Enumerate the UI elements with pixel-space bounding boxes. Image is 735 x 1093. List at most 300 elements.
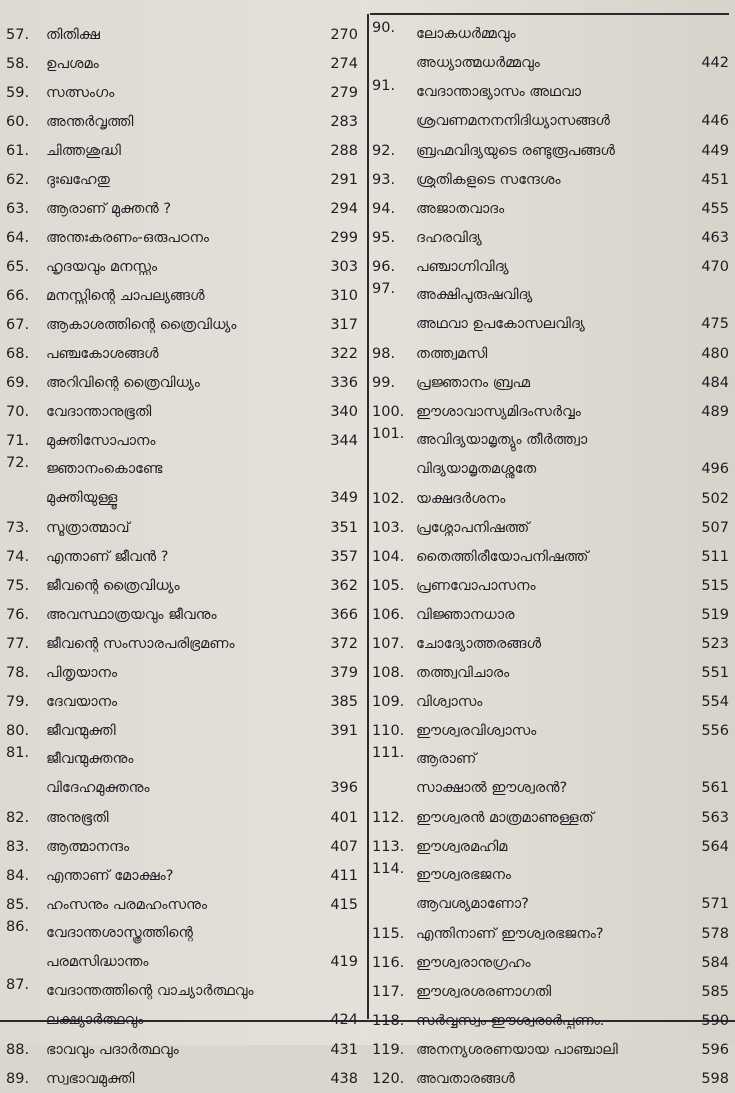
entry-title bbox=[416, 520, 691, 536]
entry-page-number: 303 bbox=[330, 258, 358, 275]
toc-entry bbox=[372, 803, 729, 832]
entry-title-line: പ്രശ്നോപനിഷത്ത് bbox=[416, 519, 530, 536]
toc-entry bbox=[372, 165, 729, 194]
entry-title-line: ഹൃദയവും മനസ്സും bbox=[46, 258, 158, 275]
entry-title bbox=[416, 926, 691, 942]
entry-number: 100. bbox=[372, 403, 405, 420]
entry-number: 57. bbox=[6, 26, 30, 43]
toc-entry bbox=[372, 919, 729, 948]
entry-title bbox=[416, 230, 691, 246]
entry-number: 77. bbox=[6, 635, 30, 652]
entry-title-line: ഈശ്വരഭജനം bbox=[416, 867, 512, 883]
entry-title-line: വിശ്വാസം bbox=[416, 693, 483, 710]
entry-title bbox=[416, 955, 691, 971]
entry-page-number: 438 bbox=[330, 1070, 358, 1087]
entry-title bbox=[416, 172, 691, 188]
entry-page-number: 299 bbox=[330, 229, 358, 246]
entry-title-line: ഈശ്വരവിശ്വാസം bbox=[416, 722, 537, 739]
entry-number: 63. bbox=[6, 200, 30, 217]
entry-number: 109. bbox=[372, 693, 405, 710]
entry-number: 120. bbox=[372, 1070, 405, 1087]
entry-title-line: ആത്മാനന്ദം bbox=[46, 838, 130, 855]
entry-title-line: ജീവന്റെ ത്രൈവിധ്യം bbox=[46, 577, 180, 594]
entry-title-line: അവസ്ഥാത്രയവും ജീവനും bbox=[46, 606, 217, 623]
toc-entry bbox=[372, 397, 729, 426]
toc-entry bbox=[372, 78, 729, 136]
entry-number: 71. bbox=[6, 432, 30, 449]
entry-title bbox=[416, 861, 691, 919]
entry-page-number: 496 bbox=[701, 461, 729, 477]
entry-title bbox=[416, 201, 691, 217]
entry-title bbox=[46, 578, 320, 594]
entry-page-number: 455 bbox=[701, 200, 729, 217]
entry-title bbox=[46, 868, 320, 884]
entry-page-number: 391 bbox=[330, 722, 358, 739]
entry-number: 114. bbox=[372, 861, 405, 877]
entry-number: 94. bbox=[372, 200, 396, 217]
toc-entry bbox=[372, 252, 729, 281]
entry-title bbox=[46, 694, 320, 710]
entry-page-number: 357 bbox=[330, 548, 358, 565]
entry-page-number: 561 bbox=[701, 780, 729, 796]
toc-entry bbox=[372, 339, 729, 368]
entry-page-number: 564 bbox=[701, 838, 729, 855]
entry-title-line: സർവ്വസ്വം ഈശ്വരാർപ്പണം. bbox=[416, 1012, 605, 1029]
entry-title-line: ഈശ്വരമഹിമ bbox=[416, 838, 508, 855]
entry-title bbox=[46, 897, 320, 913]
entry-title bbox=[416, 723, 691, 739]
entry-page-number: 470 bbox=[701, 258, 729, 275]
toc-entry bbox=[372, 281, 729, 339]
entry-number: 58. bbox=[6, 55, 30, 72]
entry-page-number: 475 bbox=[701, 316, 729, 332]
entry-number: 60. bbox=[6, 113, 30, 130]
entry-title-line-2: വിദേഹമുക്തനും bbox=[46, 780, 150, 796]
entry-page-number: 288 bbox=[330, 142, 358, 159]
entry-page-number: 419 bbox=[330, 954, 358, 970]
entry-number: 62. bbox=[6, 171, 30, 188]
entry-title-line: അനുഭൂതി bbox=[46, 809, 109, 826]
entry-number: 95. bbox=[372, 229, 396, 246]
entry-title bbox=[416, 259, 691, 275]
entry-title bbox=[46, 317, 320, 333]
entry-title-line: അന്തഃകരണം-ഒരുപഠനം bbox=[46, 229, 209, 246]
entry-number: 97. bbox=[372, 281, 396, 297]
entry-title bbox=[46, 810, 320, 826]
entry-title-line: ദഹരവിദ്യ bbox=[416, 229, 482, 246]
entry-title bbox=[46, 172, 320, 188]
entry-title bbox=[46, 839, 320, 855]
entry-title bbox=[416, 1013, 691, 1029]
entry-number: 112. bbox=[372, 809, 405, 826]
toc-entry bbox=[6, 658, 362, 687]
toc-entry bbox=[6, 919, 362, 977]
entry-number: 69. bbox=[6, 374, 30, 391]
entry-number: 90. bbox=[372, 20, 396, 36]
entry-number: 86. bbox=[6, 919, 30, 935]
entry-title-line: ഭാവവും പദാർത്ഥവും bbox=[46, 1041, 179, 1058]
entry-number: 110. bbox=[372, 722, 405, 739]
toc-entry bbox=[372, 1064, 729, 1093]
entry-page-number: 396 bbox=[330, 780, 358, 796]
entry-title bbox=[416, 810, 691, 826]
entry-page-number: 366 bbox=[330, 606, 358, 623]
entry-page-number: 502 bbox=[701, 490, 729, 507]
entry-title-line: ജീവന്മുക്തനും bbox=[46, 751, 134, 767]
entry-page-number: 585 bbox=[701, 983, 729, 1000]
entry-page-number: 291 bbox=[330, 171, 358, 188]
entry-title-line: എന്താണ് മോക്ഷം? bbox=[46, 867, 174, 884]
entry-number: 64. bbox=[6, 229, 30, 246]
entry-number: 66. bbox=[6, 287, 30, 304]
toc-entry bbox=[372, 20, 729, 78]
entry-title-line: ഈശാവാസ്യമിദംസർവ്വം bbox=[416, 403, 581, 420]
entry-number: 93. bbox=[372, 171, 396, 188]
entry-page-number: 407 bbox=[330, 838, 358, 855]
entry-page-number: 336 bbox=[330, 374, 358, 391]
toc-entry bbox=[372, 977, 729, 1006]
entry-number: 116. bbox=[372, 954, 405, 971]
toc-entry bbox=[372, 1006, 729, 1035]
entry-page-number: 401 bbox=[330, 809, 358, 826]
entry-title-line: മുക്തിസോപാനം bbox=[46, 432, 156, 449]
entry-title-line: ആകാശത്തിന്റെ ത്രൈവിധ്യം bbox=[46, 316, 237, 333]
entry-title bbox=[46, 977, 320, 1035]
toc-entry bbox=[6, 78, 362, 107]
toc-entry bbox=[6, 832, 362, 861]
entry-title-line: ബ്രഹ്മവിദ്യയുടെ രണ്ടുരൂപങ്ങൾ bbox=[416, 142, 615, 159]
entry-page-number: 523 bbox=[701, 635, 729, 652]
entry-title-line: അക്ഷിപുരുഷവിദ്യ bbox=[416, 287, 533, 303]
entry-title-line: പിതൃയാനം bbox=[46, 664, 118, 681]
toc-entry bbox=[6, 397, 362, 426]
entry-page-number: 571 bbox=[701, 896, 729, 912]
entry-title-line: ഈശ്വരശരണാഗതി bbox=[416, 983, 552, 1000]
entry-page-number: 344 bbox=[330, 432, 358, 449]
toc-entry bbox=[6, 252, 362, 281]
entry-number: 92. bbox=[372, 142, 396, 159]
right-column bbox=[372, 20, 729, 1093]
toc-entry bbox=[6, 629, 362, 658]
toc-entry bbox=[372, 600, 729, 629]
toc-entry bbox=[6, 223, 362, 252]
entry-page-number: 584 bbox=[701, 954, 729, 971]
entry-title-line-2: ലക്ഷ്യാർത്ഥവും bbox=[46, 1012, 144, 1028]
entry-title bbox=[46, 433, 320, 449]
entry-title-line: ജീവന്റെ സംസാരപരിഭ്രമണം bbox=[46, 635, 235, 652]
entry-title-line: അനന്യശരണയായ പാഞ്ചാലി bbox=[416, 1041, 618, 1058]
toc-entry bbox=[6, 339, 362, 368]
entry-title bbox=[416, 607, 691, 623]
entry-page-number: 515 bbox=[701, 577, 729, 594]
entry-number: 81. bbox=[6, 745, 30, 761]
entry-number: 65. bbox=[6, 258, 30, 275]
entry-number: 73. bbox=[6, 519, 30, 536]
entry-title-line: ഉപശമം bbox=[46, 55, 99, 72]
toc-entry bbox=[372, 658, 729, 687]
entry-title bbox=[46, 288, 320, 304]
entry-number: 78. bbox=[6, 664, 30, 681]
entry-title-line: ജ്ഞാനംകൊണ്ടേ bbox=[46, 461, 163, 477]
entry-title-line-2: അഥവാ ഉപകോസലവിദ്യ bbox=[416, 316, 585, 332]
entry-page-number: 274 bbox=[330, 55, 358, 72]
entry-title bbox=[416, 1071, 691, 1087]
entry-number: 74. bbox=[6, 548, 30, 565]
entry-page-number: 554 bbox=[701, 693, 729, 710]
entry-title-line: ആരാണ് മുക്തൻ ? bbox=[46, 200, 172, 217]
entry-title-line: സ്വഭാവമുക്തി bbox=[46, 1070, 135, 1087]
entry-title-line: വിജ്ഞാനധാര bbox=[416, 606, 515, 623]
entry-page-number: 279 bbox=[330, 84, 358, 101]
toc-entry bbox=[6, 890, 362, 919]
entry-number: 104. bbox=[372, 548, 405, 565]
entry-title bbox=[46, 607, 320, 623]
toc-entry bbox=[372, 484, 729, 513]
entry-number: 96. bbox=[372, 258, 396, 275]
toc-entry bbox=[6, 107, 362, 136]
entry-number: 119. bbox=[372, 1041, 405, 1058]
entry-title bbox=[46, 1042, 320, 1058]
entry-title bbox=[46, 636, 320, 652]
entry-page-number: 431 bbox=[330, 1041, 358, 1058]
entry-number: 106. bbox=[372, 606, 405, 623]
entry-title bbox=[46, 745, 320, 803]
entry-title-line: തൈത്തിരീയോപനിഷത്ത് bbox=[416, 548, 589, 565]
toc-entry bbox=[372, 745, 729, 803]
entry-title bbox=[416, 375, 691, 391]
entry-page-number: 294 bbox=[330, 200, 358, 217]
entry-title bbox=[46, 346, 320, 362]
entry-title bbox=[416, 665, 691, 681]
entry-title bbox=[46, 665, 320, 681]
entry-number: 87. bbox=[6, 977, 30, 993]
entry-title-line: ലോകധർമ്മവും bbox=[416, 26, 516, 42]
entry-number: 59. bbox=[6, 84, 30, 101]
entry-title bbox=[46, 375, 320, 391]
entry-title bbox=[416, 549, 691, 565]
entry-page-number: 511 bbox=[701, 548, 729, 565]
entry-title-line: ഹംസനും പരമഹംസനും bbox=[46, 896, 208, 913]
entry-title-line: ചോദ്യോത്തരങ്ങൾ bbox=[416, 635, 542, 652]
entry-title-line: എന്തിനാണ് ഈശ്വരഭജനം? bbox=[416, 925, 604, 942]
entry-number: 108. bbox=[372, 664, 405, 681]
entry-number: 105. bbox=[372, 577, 405, 594]
entry-title bbox=[46, 27, 320, 43]
entry-number: 61. bbox=[6, 142, 30, 159]
entry-number: 83. bbox=[6, 838, 30, 855]
entry-title-line: പഞ്ചാഗ്നിവിദ്യ bbox=[416, 258, 509, 275]
entry-number: 75. bbox=[6, 577, 30, 594]
column-divider bbox=[367, 14, 369, 1019]
entry-page-number: 463 bbox=[701, 229, 729, 246]
entry-number: 84. bbox=[6, 867, 30, 884]
entry-number: 103. bbox=[372, 519, 405, 536]
left-column bbox=[6, 20, 362, 1093]
toc-entry bbox=[6, 542, 362, 571]
entry-title-line-2: സാക്ഷാൽ ഈശ്വരൻ? bbox=[416, 780, 568, 796]
entry-title-line: യക്ഷദർശനം bbox=[416, 490, 506, 507]
entry-title-line-2: പരമസിദ്ധാന്തം bbox=[46, 954, 149, 970]
toc-entry bbox=[6, 600, 362, 629]
entry-number: 118. bbox=[372, 1012, 405, 1029]
entry-title bbox=[416, 404, 691, 420]
entry-title-line: അന്തർവൃത്തി bbox=[46, 113, 134, 130]
entry-title bbox=[46, 919, 320, 977]
entry-number: 113. bbox=[372, 838, 405, 855]
entry-title bbox=[46, 85, 320, 101]
entry-number: 67. bbox=[6, 316, 30, 333]
entry-title bbox=[46, 455, 320, 513]
entry-title-line: അവതാരങ്ങൾ bbox=[416, 1070, 515, 1087]
entry-number: 88. bbox=[6, 1041, 30, 1058]
entry-number: 102. bbox=[372, 490, 405, 507]
entry-title bbox=[416, 1042, 691, 1058]
entry-page-number: 507 bbox=[701, 519, 729, 536]
toc-entry bbox=[6, 1035, 362, 1064]
toc-entry bbox=[372, 948, 729, 977]
toc-entry bbox=[6, 803, 362, 832]
entry-page-number: 362 bbox=[330, 577, 358, 594]
entry-page-number: 596 bbox=[701, 1041, 729, 1058]
top-rule bbox=[370, 13, 729, 15]
toc-entry bbox=[6, 571, 362, 600]
toc-entry bbox=[372, 687, 729, 716]
toc-entry bbox=[372, 832, 729, 861]
entry-page-number: 349 bbox=[330, 490, 358, 506]
toc-entry bbox=[6, 716, 362, 745]
toc-entry bbox=[6, 687, 362, 716]
entry-page-number: 551 bbox=[701, 664, 729, 681]
toc-entry bbox=[6, 861, 362, 890]
entry-number: 117. bbox=[372, 983, 405, 1000]
entry-title bbox=[46, 56, 320, 72]
entry-page-number: 578 bbox=[701, 925, 729, 942]
entry-title-line: മനസ്സിന്റെ ചാപല്യങ്ങൾ bbox=[46, 287, 205, 304]
entry-title-line-2: വിദ്യയാമൃതമശ്നുതേ bbox=[416, 461, 537, 477]
entry-title bbox=[416, 20, 691, 78]
entry-page-number: 415 bbox=[330, 896, 358, 913]
entry-title bbox=[46, 143, 320, 159]
entry-title-line: ജീവന്മുക്തി bbox=[46, 722, 116, 739]
entry-number: 91. bbox=[372, 78, 396, 94]
entry-number: 98. bbox=[372, 345, 396, 362]
entry-number: 99. bbox=[372, 374, 396, 391]
toc-entry bbox=[6, 513, 362, 542]
entry-title bbox=[416, 143, 691, 159]
toc-entry bbox=[6, 165, 362, 194]
toc-entry bbox=[372, 1035, 729, 1064]
entry-title-line: ചിത്തശുദ്ധി bbox=[46, 142, 121, 159]
entry-title bbox=[416, 426, 691, 484]
entry-title bbox=[416, 636, 691, 652]
entry-number: 89. bbox=[6, 1070, 30, 1087]
entry-title bbox=[416, 346, 691, 362]
toc-entry bbox=[372, 223, 729, 252]
entry-page-number: 446 bbox=[701, 113, 729, 129]
entry-page-number: 449 bbox=[701, 142, 729, 159]
toc-entry bbox=[372, 513, 729, 542]
toc-entry bbox=[6, 368, 362, 397]
entry-title-line: പ്രജ്ഞാനം ബ്രഹ്മ bbox=[416, 374, 531, 391]
entry-page-number: 283 bbox=[330, 113, 358, 130]
entry-page-number: 310 bbox=[330, 287, 358, 304]
entry-title-line-2: ശ്രവണമനനനിദിധ്യാസങ്ങൾ bbox=[416, 113, 610, 129]
entry-title bbox=[46, 520, 320, 536]
entry-page-number: 556 bbox=[701, 722, 729, 739]
entry-title-line: ദുഃഖഹേതു bbox=[46, 171, 110, 188]
toc-entry bbox=[6, 426, 362, 455]
entry-title-line-2: ആവശ്യമാണോ? bbox=[416, 896, 529, 912]
entry-number: 107. bbox=[372, 635, 405, 652]
entry-title-line: അജാതവാദം bbox=[416, 200, 505, 217]
entry-title-line: ദേവയാനം bbox=[46, 693, 118, 710]
entry-page-number: 489 bbox=[701, 403, 729, 420]
entry-title-line: തത്ത്വവിചാരം bbox=[416, 664, 510, 681]
entry-page-number: 598 bbox=[701, 1070, 729, 1087]
entry-title bbox=[46, 114, 320, 130]
toc-entry bbox=[372, 861, 729, 919]
entry-title bbox=[46, 259, 320, 275]
toc-entry bbox=[372, 716, 729, 745]
toc-entry bbox=[372, 194, 729, 223]
entry-number: 85. bbox=[6, 896, 30, 913]
entry-title-line: അറിവിന്റെ ത്രൈവിധ്യം bbox=[46, 374, 200, 391]
entry-page-number: 563 bbox=[701, 809, 729, 826]
entry-title bbox=[416, 578, 691, 594]
entry-title-line-2: അധ്യാത്മധർമ്മവും bbox=[416, 55, 540, 71]
entry-page-number: 351 bbox=[330, 519, 358, 536]
entry-title bbox=[46, 201, 320, 217]
entry-page-number: 340 bbox=[330, 403, 358, 420]
toc-entry bbox=[6, 1064, 362, 1093]
entry-number: 82. bbox=[6, 809, 30, 826]
toc-entry bbox=[372, 542, 729, 571]
entry-page-number: 379 bbox=[330, 664, 358, 681]
toc-entry bbox=[6, 455, 362, 513]
entry-title-line-2: മുക്തിയുള്ളൂ bbox=[46, 490, 118, 506]
entry-number: 68. bbox=[6, 345, 30, 362]
entry-title-line: ഈശ്വരൻ മാത്രമാണുള്ളത് bbox=[416, 809, 594, 826]
entry-number: 72. bbox=[6, 455, 30, 471]
toc-entry bbox=[6, 281, 362, 310]
entry-title bbox=[416, 745, 691, 803]
entry-title-line: അവിദ്യയാമൃത്യും തീർത്ത്വാ bbox=[416, 432, 588, 448]
toc-entry bbox=[6, 49, 362, 78]
entry-number: 79. bbox=[6, 693, 30, 710]
entry-title bbox=[46, 549, 320, 565]
entry-page-number: 385 bbox=[330, 693, 358, 710]
toc-entry bbox=[6, 136, 362, 165]
entry-title bbox=[416, 281, 691, 339]
entry-title bbox=[416, 984, 691, 1000]
entry-title bbox=[46, 723, 320, 739]
entry-page-number: 411 bbox=[330, 867, 358, 884]
entry-title-line: വേദാന്താഭ്യാസം അഥവാ bbox=[416, 84, 582, 100]
entry-number: 70. bbox=[6, 403, 30, 420]
toc-entry bbox=[6, 745, 362, 803]
entry-page-number: 424 bbox=[330, 1012, 358, 1028]
entry-title bbox=[46, 230, 320, 246]
entry-page-number: 480 bbox=[701, 345, 729, 362]
entry-title-line: ആരാണ് bbox=[416, 751, 477, 767]
entry-number: 115. bbox=[372, 925, 405, 942]
entry-number: 80. bbox=[6, 722, 30, 739]
toc-entry bbox=[372, 629, 729, 658]
entry-title-line: പഞ്ചകോശങ്ങൾ bbox=[46, 345, 159, 362]
entry-page-number: 451 bbox=[701, 171, 729, 188]
entry-title bbox=[416, 839, 691, 855]
entry-page-number: 442 bbox=[701, 55, 729, 71]
